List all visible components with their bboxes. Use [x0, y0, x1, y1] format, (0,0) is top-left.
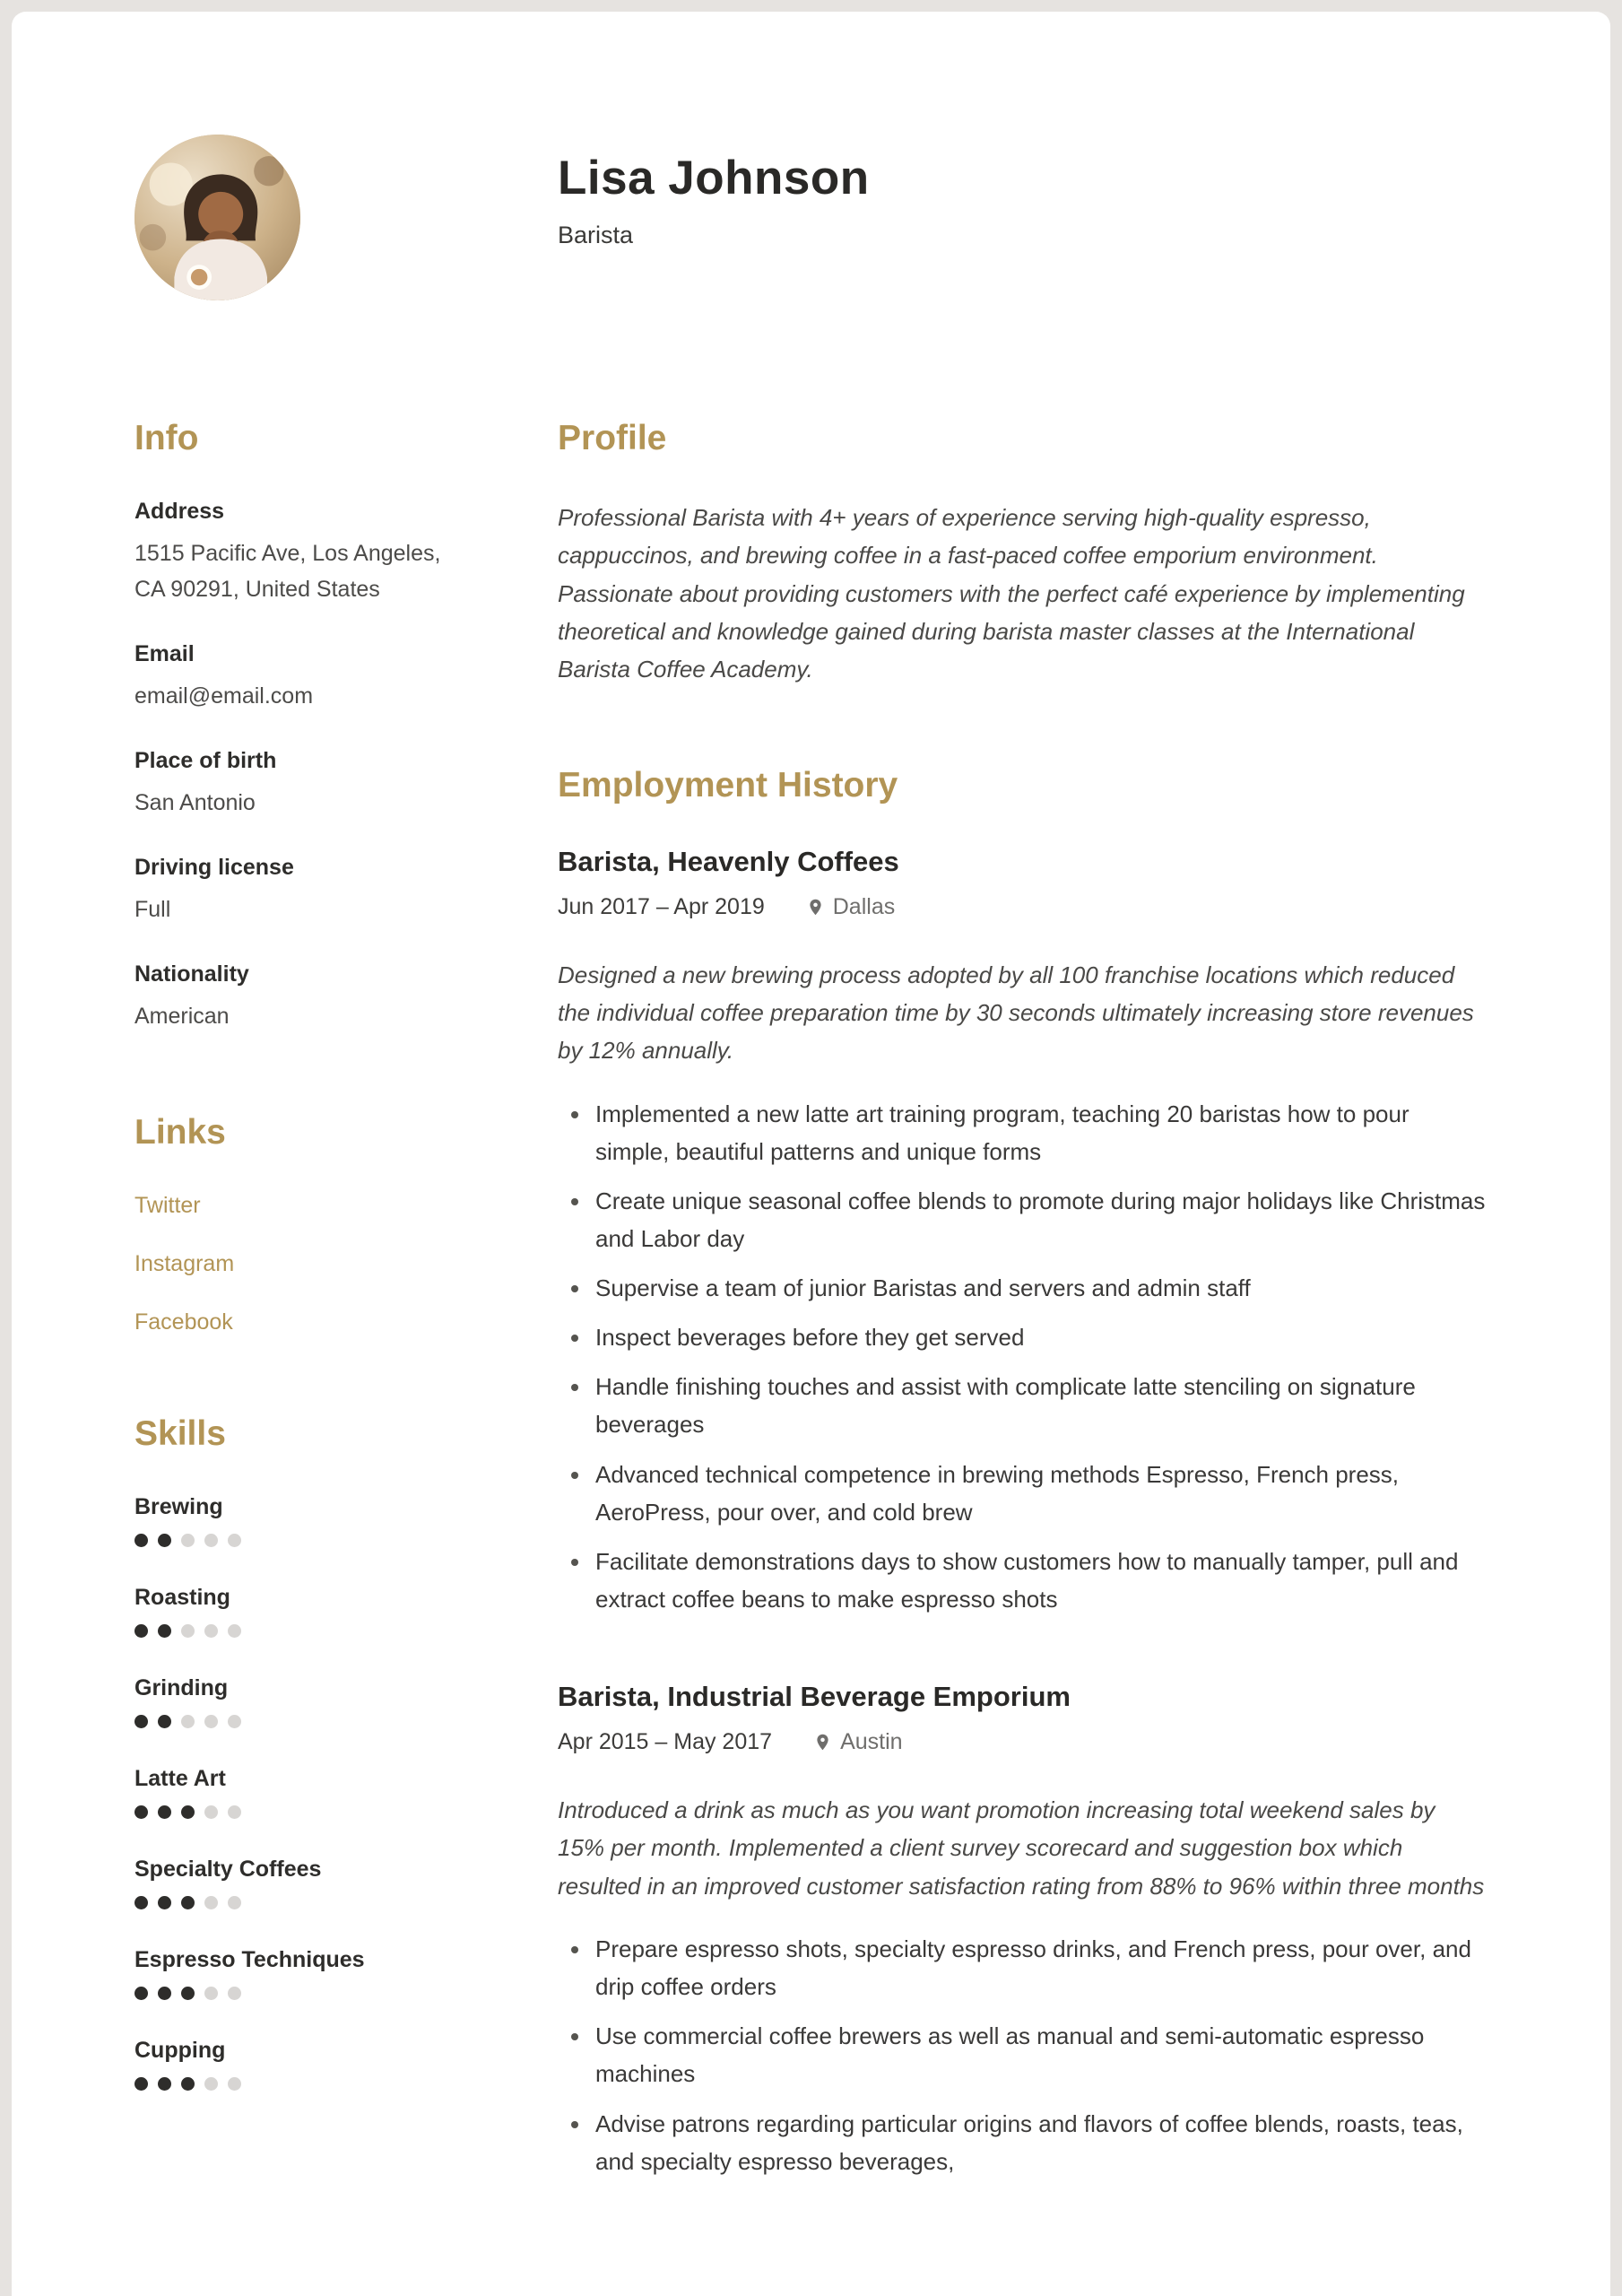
skill-name: Roasting	[134, 1584, 230, 1610]
skill-item	[134, 1494, 445, 1547]
info-heading: Info	[134, 419, 199, 457]
skill-item	[134, 1585, 445, 1638]
skill-dot-empty	[204, 1534, 218, 1547]
skill-dot-filled	[134, 1896, 148, 1909]
info-field-label: Driving license	[134, 854, 294, 880]
skill-dot-empty	[204, 1805, 218, 1819]
job-bullet: • Use commercial coffee brewers as well as manual and semi-automatic espresso machines	[592, 2017, 1488, 2092]
job-meta	[558, 1729, 1488, 1755]
skills-section	[134, 1414, 445, 2091]
job-bullet: • Facilitate demonstrations days to show customers how to manually tamper, pull and extract coffee beans to make espresso shots	[592, 1543, 1488, 1618]
skill-dot-empty	[181, 1624, 195, 1638]
skill-item	[134, 1947, 445, 2000]
info-field	[134, 748, 445, 821]
skill-name: Latte Art	[134, 1765, 226, 1791]
skill-dot-empty	[228, 1805, 241, 1819]
job-title: Barista, Heavenly Coffees	[558, 845, 899, 877]
skill-dot-filled	[158, 1896, 171, 1909]
job-bullet: • Implemented a new latte art training program, teaching 20 baristas how to pour simple, beautiful patterns and unique forms	[592, 1095, 1488, 1170]
job-bullet: • Inspect beverages before they get served	[592, 1318, 1488, 1356]
resume-columns	[134, 419, 1488, 2257]
skill-level-dots	[134, 2077, 445, 2091]
skill-dot-filled	[181, 1805, 195, 1819]
skill-dot-empty	[228, 1896, 241, 1909]
skill-dot-empty	[204, 1715, 218, 1728]
profile-summary: Professional Barista with 4+ years of experience serving high-quality espresso, cappuccinos, and brewing coffee in a fast-paced coffee emporium environment. Passionate about providing customers with the perfect café experience by implementing theoretical and knowledge gained during barista master classes at the International Barista Coffee Academy.	[558, 503, 1465, 683]
profile-section	[558, 419, 1488, 689]
skill-level-dots	[134, 1987, 445, 2000]
skill-name: Espresso Techniques	[134, 1946, 365, 1972]
skill-dot-empty	[228, 1534, 241, 1547]
skill-dot-filled	[134, 2077, 148, 2091]
skill-name: Specialty Coffees	[134, 1856, 322, 1882]
job-summary: Designed a new brewing process adopted by all 100 franchise locations which reduced the individual coffee preparation time by 30 seconds ultimately increasing store revenues by 12% annually.	[558, 961, 1474, 1065]
skills-heading: Skills	[134, 1413, 226, 1453]
skill-level-dots	[134, 1805, 445, 1819]
info-field-value: email@email.com	[134, 683, 314, 709]
skill-dot-filled	[181, 2077, 195, 2091]
location-pin-icon	[813, 1733, 832, 1752]
skill-dot-filled	[181, 1987, 195, 2000]
skill-level-dots	[134, 1715, 445, 1728]
job-bullet: • Advanced technical competence in brewing methods Espresso, French press, AeroPress, pour over, and cold brew	[592, 1456, 1488, 1531]
skill-dot-filled	[134, 1624, 148, 1638]
candidate-name: Lisa Johnson	[558, 152, 870, 204]
info-field-value: 1515 Pacific Ave, Los Angeles, CA 90291, United States	[134, 540, 441, 602]
location-pin-icon	[806, 898, 825, 917]
name-block	[558, 135, 870, 249]
job-dates: Apr 2015 – May 2017	[558, 1729, 773, 1754]
info-field-value: Full	[134, 896, 171, 922]
info-field	[134, 855, 445, 927]
job-bullet: • Advise patrons regarding particular origins and flavors of coffee blends, roasts, teas, and specialty espresso beverages,	[592, 2105, 1488, 2180]
candidate-title: Barista	[558, 222, 634, 248]
job-location-city: Dallas	[832, 893, 896, 919]
skill-dot-filled	[134, 1805, 148, 1819]
job-entry	[558, 1681, 1488, 2180]
skill-item	[134, 2038, 445, 2091]
skill-dot-empty	[228, 1715, 241, 1728]
links-section	[134, 1113, 445, 1335]
resume-header	[134, 135, 1488, 300]
skill-dot-filled	[134, 1715, 148, 1728]
skill-dot-filled	[158, 1715, 171, 1728]
skill-dot-filled	[158, 1987, 171, 2000]
info-field-label: Email	[134, 640, 195, 666]
skill-dot-empty	[181, 1534, 195, 1547]
employment-heading: Employment History	[558, 765, 898, 804]
job-entry	[558, 846, 1488, 1618]
skill-dot-empty	[228, 2077, 241, 2091]
job-meta	[558, 894, 1488, 920]
job-location	[806, 894, 895, 920]
skill-dot-filled	[134, 1534, 148, 1547]
info-field-label: Place of birth	[134, 747, 277, 773]
skill-dot-empty	[228, 1987, 241, 2000]
job-title: Barista, Industrial Beverage Emporium	[558, 1681, 1071, 1712]
job-bullet: • Create unique seasonal coffee blends to promote during major holidays like Christmas and Labor day	[592, 1182, 1488, 1257]
info-field	[134, 961, 445, 1034]
sidebar	[134, 419, 445, 2257]
info-field-label: Address	[134, 498, 225, 524]
link-twitter[interactable]: Twitter	[134, 1192, 201, 1218]
skill-item	[134, 1675, 445, 1728]
profile-heading: Profile	[558, 419, 667, 457]
job-bullets	[558, 1095, 1488, 1618]
skill-dot-empty	[204, 2077, 218, 2091]
job-bullet: • Prepare espresso shots, specialty espresso drinks, and French press, pour over, and drip coffee orders	[592, 1930, 1488, 2005]
job-location-city: Austin	[840, 1729, 903, 1754]
links-heading: Links	[134, 1112, 226, 1152]
skill-level-dots	[134, 1624, 445, 1638]
skill-level-dots	[134, 1534, 445, 1547]
info-field	[134, 641, 445, 714]
job-bullets	[558, 1930, 1488, 2180]
skill-dot-empty	[228, 1624, 241, 1638]
skill-dot-empty	[204, 1987, 218, 2000]
job-bullet: • Handle finishing touches and assist with complicate latte stenciling on signature beverages	[592, 1368, 1488, 1443]
employment-section	[558, 766, 1488, 2180]
skill-dot-filled	[158, 1534, 171, 1547]
job-bullet: • Supervise a team of junior Baristas and servers and admin staff	[592, 1269, 1488, 1307]
main-column	[558, 419, 1488, 2257]
skill-dot-filled	[158, 2077, 171, 2091]
skill-name: Grinding	[134, 1674, 229, 1700]
resume-page	[12, 12, 1610, 2296]
info-field-value: American	[134, 1003, 230, 1029]
skill-dot-empty	[204, 1896, 218, 1909]
jobs-list	[558, 846, 1488, 2180]
info-section	[134, 419, 445, 1034]
skill-dot-empty	[204, 1624, 218, 1638]
link-facebook[interactable]: Facebook	[134, 1309, 233, 1335]
skill-name: Cupping	[134, 2037, 226, 2063]
skills-list	[134, 1494, 445, 2091]
info-field-value: San Antonio	[134, 789, 256, 815]
skill-item	[134, 1857, 445, 1909]
info-field-label: Nationality	[134, 961, 249, 987]
profile-photo	[134, 135, 300, 300]
job-dates: Jun 2017 – Apr 2019	[558, 893, 765, 919]
info-fields	[134, 499, 445, 1034]
skill-dot-filled	[181, 1896, 195, 1909]
profile-photo-illustration	[134, 135, 300, 300]
skill-dot-filled	[134, 1987, 148, 2000]
skill-dot-empty	[181, 1715, 195, 1728]
skill-dot-filled	[158, 1805, 171, 1819]
skill-name: Brewing	[134, 1493, 223, 1519]
job-location	[813, 1729, 902, 1755]
link-instagram[interactable]: Instagram	[134, 1250, 235, 1276]
skill-dot-filled	[158, 1624, 171, 1638]
skill-level-dots	[134, 1896, 445, 1909]
info-field	[134, 499, 445, 607]
links-list	[134, 1193, 445, 1335]
skill-item	[134, 1766, 445, 1819]
job-summary: Introduced a drink as much as you want promotion increasing total weekend sales by 15% per month. Implemented a client survey scorecard and suggestion box which resulted in an improved customer satisfaction rating from 88% to 96% within three months	[558, 1796, 1485, 1900]
